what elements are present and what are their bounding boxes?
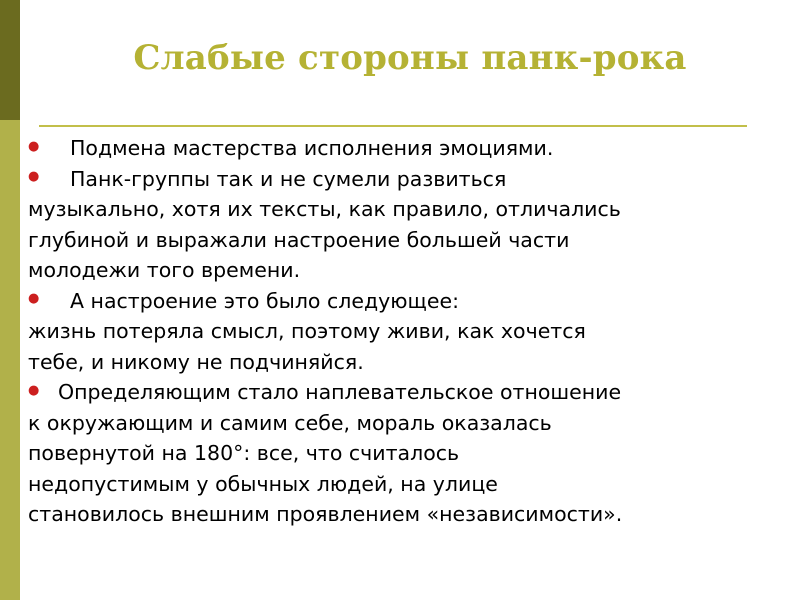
text-line: недопустимым у обычных людей, на улице (28, 471, 498, 496)
bullet-item-3 (28, 286, 788, 317)
red-dot-icon: ● (28, 169, 40, 185)
text-line: тебе, и никому не подчиняйся. (28, 349, 364, 374)
text-line: к окружающим и самим себе, мораль оказалась (28, 410, 552, 435)
stripe-light-segment (0, 120, 20, 600)
red-dot-icon: ● (28, 291, 40, 307)
text-line: молодежи того времени. (28, 258, 301, 282)
text-line: глубиной и выражали настроение большей части (28, 227, 570, 252)
bullet-item-4 (28, 377, 788, 408)
left-decorative-stripe (0, 0, 20, 600)
text-line: становилось внешним проявлением «независимости». (28, 502, 623, 526)
bullet-text: А настроение это было следующее: (70, 288, 459, 313)
text-line: жизнь потеряла смысл, поэтому живи, как хочется (28, 319, 586, 343)
text-line: повернутой на 180°: все, что считалось (28, 441, 460, 465)
red-dot-icon: ● (28, 138, 40, 154)
bullet-text: Определяющим стало наплевательское отношение (58, 380, 622, 404)
bullet-text: Подмена мастерства исполнения эмоциями. (70, 136, 554, 160)
stripe-dark-segment (0, 0, 20, 120)
red-dot-icon: ● (28, 382, 40, 398)
bullet-text: Панк-группы так и не сумели развиться (70, 166, 507, 191)
title-divider (39, 125, 747, 127)
text-line: музыкально, хотя их тексты, как правило, отличались (28, 197, 621, 221)
slide-title: Слабые стороны панк-рока (133, 38, 687, 78)
slide-body (28, 133, 788, 530)
bullet-item-1 (28, 133, 788, 164)
bullet-item-2 (28, 164, 788, 195)
